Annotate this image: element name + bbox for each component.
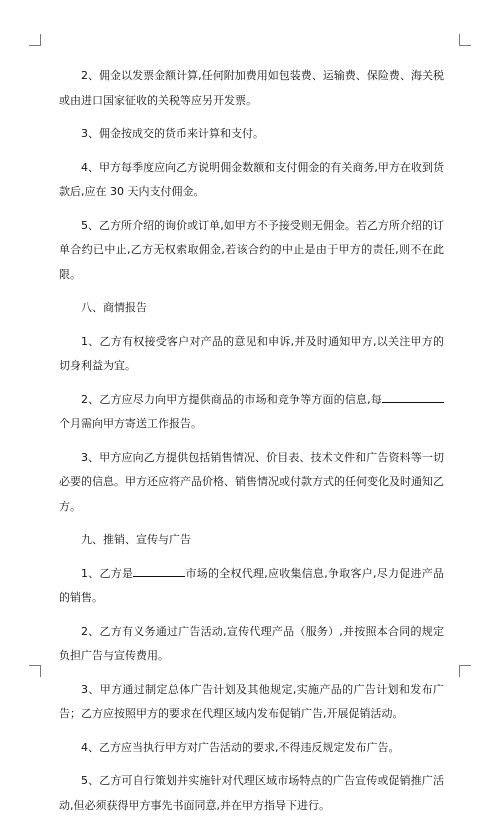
crop-mark-bottom-left — [29, 665, 41, 677]
clause-commission-currency: 3、佣金按成交的货币来计算和支付。 — [81, 127, 264, 140]
clause-advertising-plan: 3、甲方通过制定总体广告计划及其他规定,实施产品的广告计划和发布广告；乙方应按照甲方的要求在代理区域内发布促销广告,开展促销活动。 — [59, 682, 444, 720]
crop-mark-top-left — [29, 34, 41, 46]
clause-commission-exclusion: 5、乙方所介绍的询价或订单,如甲方不予接受则无佣金。若乙方所介绍的订单合约已中止,乙方无权索取佣金,若该合约的中止是由于甲方的责任,则不在此限。 — [59, 218, 444, 281]
clause-advertising-compliance: 4、乙方应当执行甲方对广告活动的要求,不得违反规定发布广告。 — [81, 740, 400, 754]
document-body — [59, 64, 444, 827]
clause-self-promotion: 5、乙方可自行策划并实施针对代理区域市场特点的广告宣传或促销推广活动,但必须获得甲方事先书面同意,并在甲方指导下进行。 — [59, 774, 444, 812]
clause-market-info-part1: 2、乙方应尽力向甲方提供商品的市场和竞争等方面的信息,每 — [81, 392, 382, 406]
clause-commission-payment: 4、甲方每季度应向乙方说明佣金数额和支付佣金的有关商务,甲方在收到货款后,应在 30 天内支付佣金。 — [59, 160, 444, 198]
clause-exclusive-agent — [59, 562, 444, 611]
crop-mark-bottom-right — [459, 665, 471, 677]
section-heading-market-report: 八、商情报告 — [81, 301, 147, 314]
fill-in-blank-market — [133, 564, 185, 577]
clause-commission-invoice: 2、佣金以发票金额计算,任何附加费用如包装费、运输费、保险费、海关税或由进口国家征收的关税等应另开发票。 — [59, 69, 444, 107]
fill-in-blank-months — [382, 390, 444, 403]
clause-supplier-info: 3、甲方应向乙方提供包括销售情况、价目表、技术文件和广告资料等一切必要的信息。甲方还应将产品价格、销售情况或付款方式的任何变化及时通知乙方。 — [59, 450, 444, 513]
clause-customer-feedback: 1、乙方有权接受客户对产品的意见和申诉,并及时通知甲方,以关注甲方的切身利益为宜。 — [59, 334, 444, 372]
crop-mark-top-right — [459, 34, 471, 46]
clause-market-info-part2: 个月需向甲方寄送工作报告。 — [59, 417, 202, 430]
section-heading-promotion: 九、推销、宣传与广告 — [81, 533, 191, 546]
clause-advertising-duty: 2、乙方有义务通过广告活动,宣传代理产品（服务）,并按照本合同的规定负担广告与宣传费用。 — [59, 624, 444, 662]
clause-market-info — [59, 388, 444, 437]
clause-exclusive-agent-part1: 1、乙方是 — [81, 566, 134, 580]
clause-exclusive-agent-part2: 市场的全权代理,应收集信息,争取客户,尽力促进产品的销售。 — [59, 566, 444, 604]
